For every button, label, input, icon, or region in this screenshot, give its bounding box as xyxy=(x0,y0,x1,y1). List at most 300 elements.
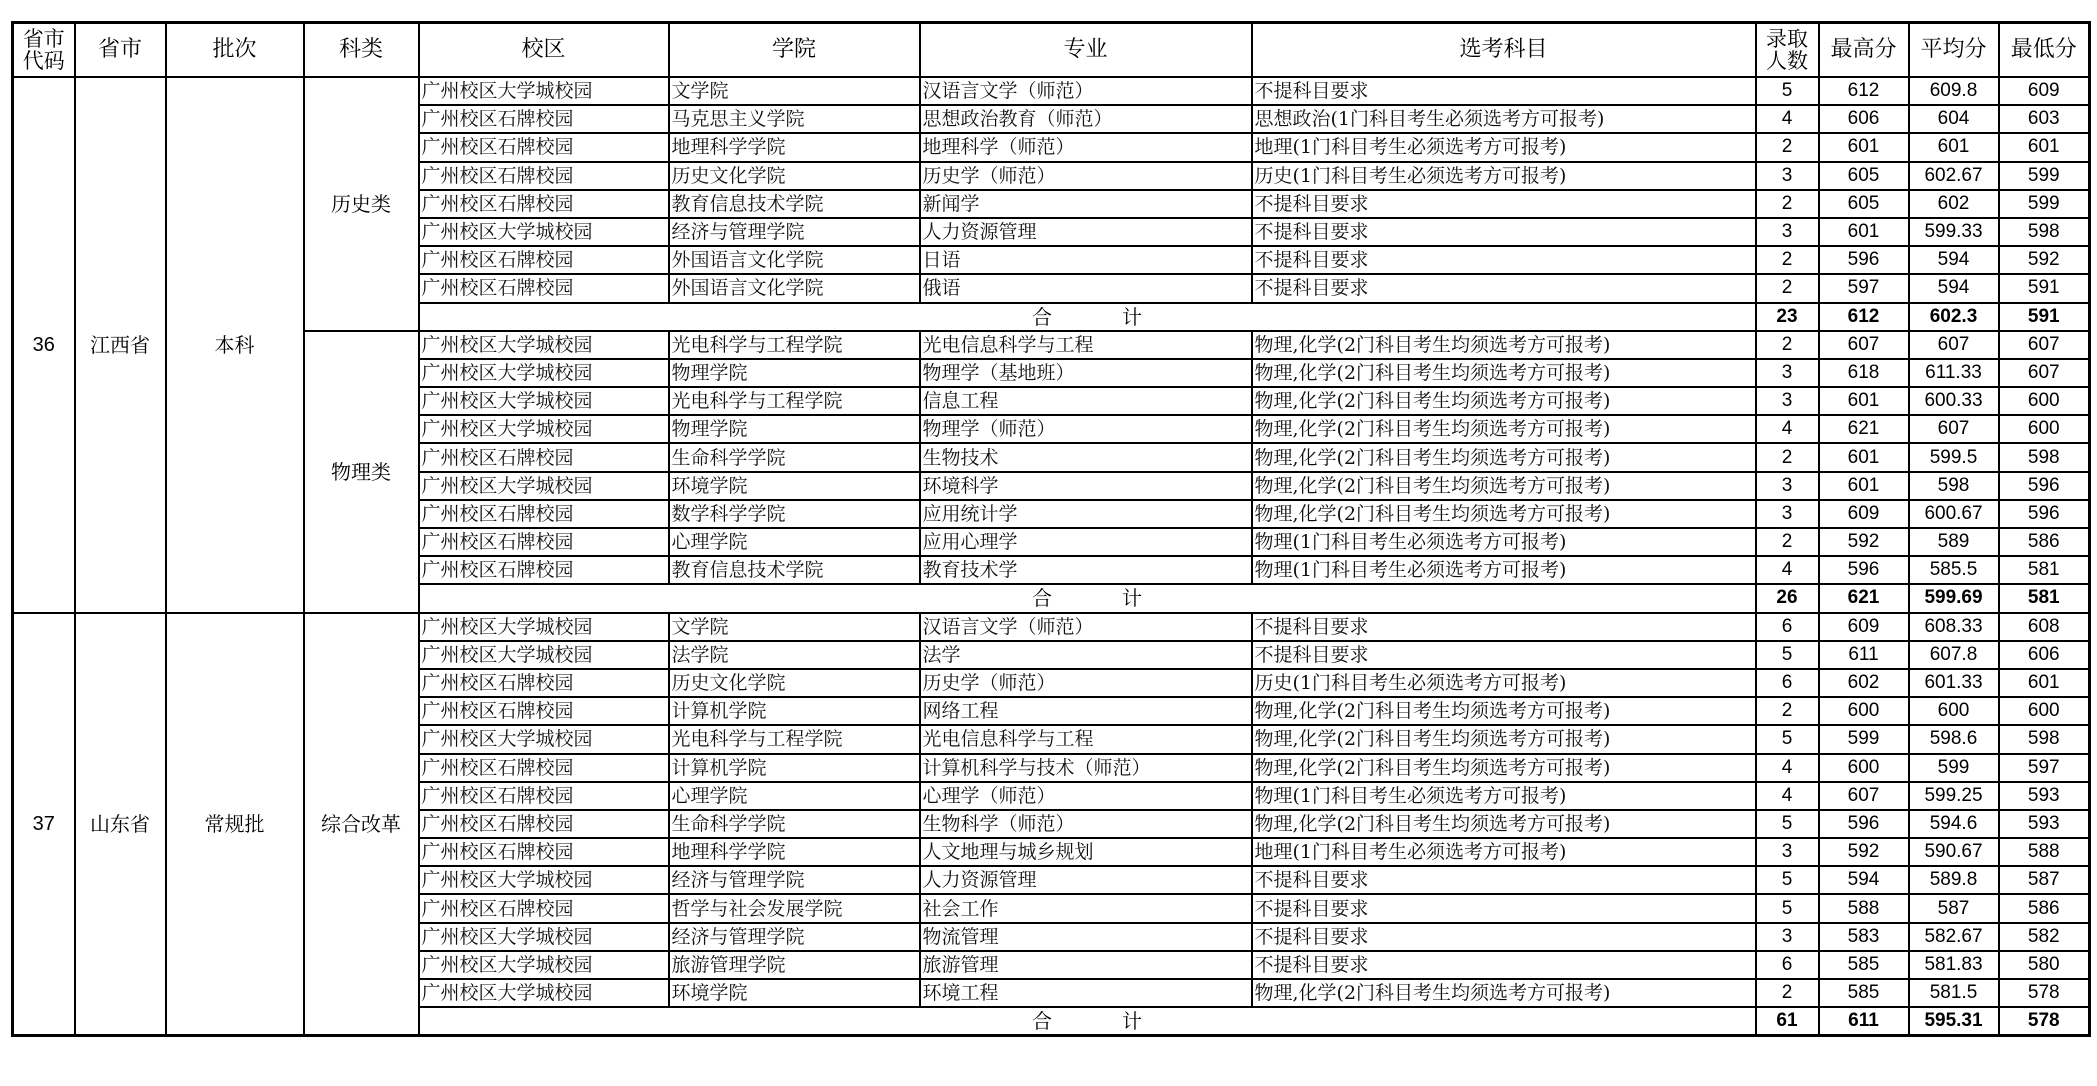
campus-cell: 广州校区石牌校园 xyxy=(419,669,669,697)
avg-score-cell: 598.6 xyxy=(1909,725,1999,753)
avg-score-cell: 582.67 xyxy=(1909,923,1999,951)
subjects-cell: 物理,化学(2门科目考生均须选考方可报考) xyxy=(1252,387,1756,415)
header-college: 学院 xyxy=(669,23,920,78)
campus-cell: 广州校区大学城校园 xyxy=(419,359,669,387)
total-min-score: 578 xyxy=(1999,1007,2090,1035)
avg-score-cell: 602 xyxy=(1909,190,1999,218)
major-cell: 光电信息科学与工程 xyxy=(920,331,1252,359)
avg-score-cell: 601.33 xyxy=(1909,669,1999,697)
major-cell: 人力资源管理 xyxy=(920,218,1252,246)
college-cell: 生命科学学院 xyxy=(669,810,920,838)
major-cell: 新闻学 xyxy=(920,190,1252,218)
min-score-cell: 592 xyxy=(1999,246,2090,274)
campus-cell: 广州校区大学城校园 xyxy=(419,218,669,246)
avg-score-cell: 607 xyxy=(1909,415,1999,443)
max-score-cell: 601 xyxy=(1819,218,1909,246)
college-cell: 生命科学学院 xyxy=(669,443,920,471)
header-avg-score: 平均分 xyxy=(1909,23,1999,78)
campus-cell: 广州校区石牌校园 xyxy=(419,105,669,133)
campus-cell: 广州校区石牌校园 xyxy=(419,810,669,838)
total-label-left: 合 xyxy=(1032,304,1052,329)
college-cell: 马克思主义学院 xyxy=(669,105,920,133)
min-score-cell: 600 xyxy=(1999,415,2090,443)
campus-cell: 广州校区大学城校园 xyxy=(419,951,669,979)
major-cell: 环境工程 xyxy=(920,979,1252,1007)
admitted-count-cell: 3 xyxy=(1756,359,1819,387)
max-score-cell: 585 xyxy=(1819,979,1909,1007)
subjects-cell: 不提科目要求 xyxy=(1252,613,1756,641)
table-row xyxy=(13,77,2090,105)
total-label-left: 合 xyxy=(1032,1009,1052,1034)
admitted-count-cell: 2 xyxy=(1756,979,1819,1007)
subjects-cell: 不提科目要求 xyxy=(1252,894,1756,922)
campus-cell: 广州校区石牌校园 xyxy=(419,894,669,922)
subjects-cell: 不提科目要求 xyxy=(1252,190,1756,218)
college-cell: 外国语言文化学院 xyxy=(669,274,920,302)
province-code: 36 xyxy=(13,77,75,613)
college-cell: 旅游管理学院 xyxy=(669,951,920,979)
min-score-cell: 593 xyxy=(1999,810,2090,838)
college-cell: 法学院 xyxy=(669,641,920,669)
major-cell: 物理学（基地班） xyxy=(920,359,1252,387)
avg-score-cell: 581.83 xyxy=(1909,951,1999,979)
header-campus: 校区 xyxy=(419,23,669,78)
subjects-cell: 物理,化学(2门科目考生均须选考方可报考) xyxy=(1252,359,1756,387)
min-score-cell: 603 xyxy=(1999,105,2090,133)
admitted-count-cell: 2 xyxy=(1756,246,1819,274)
admitted-count-cell: 5 xyxy=(1756,810,1819,838)
max-score-cell: 605 xyxy=(1819,162,1909,190)
min-score-cell: 587 xyxy=(1999,866,2090,894)
major-cell: 环境科学 xyxy=(920,472,1252,500)
subjects-cell: 物理(1门科目考生必须选考方可报考) xyxy=(1252,528,1756,556)
major-cell: 物流管理 xyxy=(920,923,1252,951)
campus-cell: 广州校区石牌校园 xyxy=(419,133,669,161)
admitted-count-cell: 2 xyxy=(1756,133,1819,161)
min-score-cell: 593 xyxy=(1999,782,2090,810)
college-cell: 教育信息技术学院 xyxy=(669,556,920,584)
campus-cell: 广州校区大学城校园 xyxy=(419,725,669,753)
subjects-cell: 物理,化学(2门科目考生均须选考方可报考) xyxy=(1252,810,1756,838)
admitted-count-cell: 2 xyxy=(1756,528,1819,556)
max-score-cell: 592 xyxy=(1819,838,1909,866)
subjects-cell: 地理(1门科目考生必须选考方可报考) xyxy=(1252,838,1756,866)
subjects-cell: 物理,化学(2门科目考生均须选考方可报考) xyxy=(1252,443,1756,471)
avg-score-cell: 599 xyxy=(1909,754,1999,782)
college-cell: 历史文化学院 xyxy=(669,669,920,697)
campus-cell: 广州校区大学城校园 xyxy=(419,77,669,105)
total-label-right: 计 xyxy=(1122,304,1142,329)
major-cell: 地理科学（师范） xyxy=(920,133,1252,161)
max-score-cell: 601 xyxy=(1819,133,1909,161)
header-subjects: 选考科目 xyxy=(1252,23,1756,78)
admitted-count-cell: 3 xyxy=(1756,500,1819,528)
avg-score-cell: 600.33 xyxy=(1909,387,1999,415)
header-admitted xyxy=(1756,23,1819,78)
min-score-cell: 591 xyxy=(1999,274,2090,302)
major-cell: 俄语 xyxy=(920,274,1252,302)
max-score-cell: 596 xyxy=(1819,810,1909,838)
college-cell: 文学院 xyxy=(669,77,920,105)
header-max-score: 最高分 xyxy=(1819,23,1909,78)
campus-cell: 广州校区石牌校园 xyxy=(419,556,669,584)
max-score-cell: 618 xyxy=(1819,359,1909,387)
max-score-cell: 609 xyxy=(1819,613,1909,641)
major-cell: 法学 xyxy=(920,641,1252,669)
college-cell: 环境学院 xyxy=(669,979,920,1007)
admitted-count-cell: 5 xyxy=(1756,725,1819,753)
subjects-cell: 不提科目要求 xyxy=(1252,218,1756,246)
campus-cell: 广州校区大学城校园 xyxy=(419,613,669,641)
subjects-cell: 物理,化学(2门科目考生均须选考方可报考) xyxy=(1252,754,1756,782)
total-label xyxy=(419,303,1756,331)
min-score-cell: 601 xyxy=(1999,669,2090,697)
admitted-count-cell: 3 xyxy=(1756,387,1819,415)
max-score-cell: 592 xyxy=(1819,528,1909,556)
avg-score-cell: 590.67 xyxy=(1909,838,1999,866)
avg-score-cell: 604 xyxy=(1909,105,1999,133)
header-min-score: 最低分 xyxy=(1999,23,2090,78)
total-max-score: 611 xyxy=(1819,1007,1909,1035)
subjects-cell: 不提科目要求 xyxy=(1252,246,1756,274)
min-score-cell: 607 xyxy=(1999,359,2090,387)
admitted-count-cell: 2 xyxy=(1756,697,1819,725)
subjects-cell: 不提科目要求 xyxy=(1252,866,1756,894)
subjects-cell: 不提科目要求 xyxy=(1252,923,1756,951)
header-province: 省市 xyxy=(75,23,166,78)
batch: 本科 xyxy=(166,77,304,613)
college-cell: 地理科学学院 xyxy=(669,133,920,161)
campus-cell: 广州校区石牌校园 xyxy=(419,274,669,302)
admitted-count-cell: 4 xyxy=(1756,415,1819,443)
subjects-cell: 物理(1门科目考生必须选考方可报考) xyxy=(1252,782,1756,810)
campus-cell: 广州校区石牌校园 xyxy=(419,528,669,556)
min-score-cell: 601 xyxy=(1999,133,2090,161)
province-name: 山东省 xyxy=(75,613,166,1036)
max-score-cell: 583 xyxy=(1819,923,1909,951)
subjects-cell: 物理,化学(2门科目考生均须选考方可报考) xyxy=(1252,331,1756,359)
subjects-cell: 不提科目要求 xyxy=(1252,641,1756,669)
admitted-count-cell: 3 xyxy=(1756,838,1819,866)
max-score-cell: 599 xyxy=(1819,725,1909,753)
subjects-cell: 物理,化学(2门科目考生均须选考方可报考) xyxy=(1252,697,1756,725)
admitted-count-cell: 6 xyxy=(1756,669,1819,697)
admitted-count-cell: 3 xyxy=(1756,162,1819,190)
total-min-score: 591 xyxy=(1999,303,2090,331)
min-score-cell: 597 xyxy=(1999,754,2090,782)
college-cell: 物理学院 xyxy=(669,415,920,443)
avg-score-cell: 594 xyxy=(1909,274,1999,302)
campus-cell: 广州校区大学城校园 xyxy=(419,331,669,359)
college-cell: 计算机学院 xyxy=(669,697,920,725)
avg-score-cell: 600 xyxy=(1909,697,1999,725)
major-cell: 生物科学（师范） xyxy=(920,810,1252,838)
subjects-cell: 物理,化学(2门科目考生均须选考方可报考) xyxy=(1252,725,1756,753)
subject-category: 综合改革 xyxy=(304,613,419,1036)
header-province-code xyxy=(13,23,75,78)
major-cell: 物理学（师范） xyxy=(920,415,1252,443)
college-cell: 经济与管理学院 xyxy=(669,218,920,246)
admitted-count-cell: 5 xyxy=(1756,866,1819,894)
college-cell: 经济与管理学院 xyxy=(669,866,920,894)
subjects-cell: 不提科目要求 xyxy=(1252,951,1756,979)
major-cell: 心理学（师范） xyxy=(920,782,1252,810)
campus-cell: 广州校区石牌校园 xyxy=(419,190,669,218)
max-score-cell: 600 xyxy=(1819,754,1909,782)
max-score-cell: 612 xyxy=(1819,77,1909,105)
admitted-count-cell: 5 xyxy=(1756,77,1819,105)
max-score-cell: 596 xyxy=(1819,246,1909,274)
major-cell: 信息工程 xyxy=(920,387,1252,415)
max-score-cell: 607 xyxy=(1819,331,1909,359)
avg-score-cell: 602.67 xyxy=(1909,162,1999,190)
major-cell: 光电信息科学与工程 xyxy=(920,725,1252,753)
college-cell: 光电科学与工程学院 xyxy=(669,725,920,753)
max-score-cell: 606 xyxy=(1819,105,1909,133)
subjects-cell: 不提科目要求 xyxy=(1252,274,1756,302)
admitted-count-cell: 4 xyxy=(1756,754,1819,782)
major-cell: 生物技术 xyxy=(920,443,1252,471)
admitted-count-cell: 2 xyxy=(1756,274,1819,302)
major-cell: 教育技术学 xyxy=(920,556,1252,584)
college-cell: 经济与管理学院 xyxy=(669,923,920,951)
campus-cell: 广州校区石牌校园 xyxy=(419,162,669,190)
table-body xyxy=(13,77,2090,1035)
min-score-cell: 581 xyxy=(1999,556,2090,584)
avg-score-cell: 594 xyxy=(1909,246,1999,274)
header-major: 专业 xyxy=(920,23,1252,78)
major-cell: 旅游管理 xyxy=(920,951,1252,979)
avg-score-cell: 607 xyxy=(1909,331,1999,359)
avg-score-cell: 589.8 xyxy=(1909,866,1999,894)
admission-score-table xyxy=(11,21,2091,1037)
college-cell: 计算机学院 xyxy=(669,754,920,782)
total-label-left: 合 xyxy=(1032,586,1052,611)
major-cell: 人力资源管理 xyxy=(920,866,1252,894)
campus-cell: 广州校区大学城校园 xyxy=(419,866,669,894)
campus-cell: 广州校区石牌校园 xyxy=(419,500,669,528)
min-score-cell: 598 xyxy=(1999,725,2090,753)
min-score-cell: 599 xyxy=(1999,190,2090,218)
min-score-cell: 606 xyxy=(1999,641,2090,669)
subjects-cell: 物理,化学(2门科目考生均须选考方可报考) xyxy=(1252,415,1756,443)
max-score-cell: 609 xyxy=(1819,500,1909,528)
college-cell: 数学科学学院 xyxy=(669,500,920,528)
college-cell: 地理科学学院 xyxy=(669,838,920,866)
header-row xyxy=(13,23,2090,78)
major-cell: 社会工作 xyxy=(920,894,1252,922)
college-cell: 历史文化学院 xyxy=(669,162,920,190)
admitted-count-cell: 2 xyxy=(1756,190,1819,218)
campus-cell: 广州校区石牌校园 xyxy=(419,246,669,274)
min-score-cell: 609 xyxy=(1999,77,2090,105)
min-score-cell: 580 xyxy=(1999,951,2090,979)
max-score-cell: 596 xyxy=(1819,556,1909,584)
avg-score-cell: 608.33 xyxy=(1909,613,1999,641)
campus-cell: 广州校区大学城校园 xyxy=(419,979,669,1007)
min-score-cell: 598 xyxy=(1999,218,2090,246)
min-score-cell: 582 xyxy=(1999,923,2090,951)
major-cell: 汉语言文学（师范） xyxy=(920,77,1252,105)
major-cell: 思想政治教育（师范） xyxy=(920,105,1252,133)
campus-cell: 广州校区大学城校园 xyxy=(419,923,669,951)
subjects-cell: 地理(1门科目考生必须选考方可报考) xyxy=(1252,133,1756,161)
avg-score-cell: 609.8 xyxy=(1909,77,1999,105)
max-score-cell: 601 xyxy=(1819,443,1909,471)
subjects-cell: 不提科目要求 xyxy=(1252,77,1756,105)
college-cell: 外国语言文化学院 xyxy=(669,246,920,274)
avg-score-cell: 599.33 xyxy=(1909,218,1999,246)
max-score-cell: 588 xyxy=(1819,894,1909,922)
admitted-count-cell: 6 xyxy=(1756,613,1819,641)
total-max-score: 612 xyxy=(1819,303,1909,331)
total-avg-score: 599.69 xyxy=(1909,584,1999,612)
subjects-cell: 思想政治(1门科目考生必须选考方可报考) xyxy=(1252,105,1756,133)
major-cell: 汉语言文学（师范） xyxy=(920,613,1252,641)
subjects-cell: 历史(1门科目考生必须选考方可报考) xyxy=(1252,669,1756,697)
max-score-cell: 602 xyxy=(1819,669,1909,697)
min-score-cell: 598 xyxy=(1999,443,2090,471)
total-label xyxy=(419,584,1756,612)
admitted-count-cell: 3 xyxy=(1756,923,1819,951)
total-avg-score: 602.3 xyxy=(1909,303,1999,331)
table-row xyxy=(13,613,2090,641)
min-score-cell: 586 xyxy=(1999,894,2090,922)
college-cell: 教育信息技术学院 xyxy=(669,190,920,218)
max-score-cell: 600 xyxy=(1819,697,1909,725)
avg-score-cell: 600.67 xyxy=(1909,500,1999,528)
max-score-cell: 594 xyxy=(1819,866,1909,894)
avg-score-cell: 607.8 xyxy=(1909,641,1999,669)
header-admitted-line2: 人数 xyxy=(1766,49,1808,73)
admitted-count-cell: 5 xyxy=(1756,641,1819,669)
major-cell: 人文地理与城乡规划 xyxy=(920,838,1252,866)
min-score-cell: 596 xyxy=(1999,472,2090,500)
max-score-cell: 611 xyxy=(1819,641,1909,669)
campus-cell: 广州校区大学城校园 xyxy=(419,387,669,415)
batch: 常规批 xyxy=(166,613,304,1036)
college-cell: 环境学院 xyxy=(669,472,920,500)
header-category: 科类 xyxy=(304,23,419,78)
province-name: 江西省 xyxy=(75,77,166,613)
admitted-count-cell: 4 xyxy=(1756,782,1819,810)
total-admitted: 26 xyxy=(1756,584,1819,612)
admitted-count-cell: 3 xyxy=(1756,472,1819,500)
avg-score-cell: 585.5 xyxy=(1909,556,1999,584)
min-score-cell: 586 xyxy=(1999,528,2090,556)
college-cell: 文学院 xyxy=(669,613,920,641)
campus-cell: 广州校区石牌校园 xyxy=(419,838,669,866)
total-avg-score: 595.31 xyxy=(1909,1007,1999,1035)
avg-score-cell: 589 xyxy=(1909,528,1999,556)
avg-score-cell: 611.33 xyxy=(1909,359,1999,387)
header-admitted-line1: 录取 xyxy=(1766,27,1808,51)
min-score-cell: 600 xyxy=(1999,387,2090,415)
avg-score-cell: 581.5 xyxy=(1909,979,1999,1007)
total-min-score: 581 xyxy=(1999,584,2090,612)
college-cell: 心理学院 xyxy=(669,528,920,556)
total-admitted: 23 xyxy=(1756,303,1819,331)
min-score-cell: 608 xyxy=(1999,613,2090,641)
campus-cell: 广州校区大学城校园 xyxy=(419,641,669,669)
min-score-cell: 600 xyxy=(1999,697,2090,725)
max-score-cell: 605 xyxy=(1819,190,1909,218)
max-score-cell: 621 xyxy=(1819,415,1909,443)
campus-cell: 广州校区石牌校园 xyxy=(419,782,669,810)
min-score-cell: 578 xyxy=(1999,979,2090,1007)
campus-cell: 广州校区大学城校园 xyxy=(419,472,669,500)
major-cell: 应用统计学 xyxy=(920,500,1252,528)
max-score-cell: 585 xyxy=(1819,951,1909,979)
max-score-cell: 597 xyxy=(1819,274,1909,302)
subjects-cell: 物理(1门科目考生必须选考方可报考) xyxy=(1252,556,1756,584)
total-admitted: 61 xyxy=(1756,1007,1819,1035)
subjects-cell: 物理,化学(2门科目考生均须选考方可报考) xyxy=(1252,500,1756,528)
campus-cell: 广州校区大学城校园 xyxy=(419,415,669,443)
campus-cell: 广州校区石牌校园 xyxy=(419,697,669,725)
total-max-score: 621 xyxy=(1819,584,1909,612)
college-cell: 哲学与社会发展学院 xyxy=(669,894,920,922)
major-cell: 应用心理学 xyxy=(920,528,1252,556)
major-cell: 网络工程 xyxy=(920,697,1252,725)
total-label-right: 计 xyxy=(1122,1009,1142,1034)
admitted-count-cell: 4 xyxy=(1756,556,1819,584)
max-score-cell: 601 xyxy=(1819,472,1909,500)
avg-score-cell: 594.6 xyxy=(1909,810,1999,838)
major-cell: 历史学（师范） xyxy=(920,162,1252,190)
subject-category: 历史类 xyxy=(304,77,419,331)
max-score-cell: 607 xyxy=(1819,782,1909,810)
admitted-count-cell: 4 xyxy=(1756,105,1819,133)
subjects-cell: 物理,化学(2门科目考生均须选考方可报考) xyxy=(1252,979,1756,1007)
avg-score-cell: 599.25 xyxy=(1909,782,1999,810)
admitted-count-cell: 2 xyxy=(1756,443,1819,471)
major-cell: 历史学（师范） xyxy=(920,669,1252,697)
avg-score-cell: 599.5 xyxy=(1909,443,1999,471)
avg-score-cell: 601 xyxy=(1909,133,1999,161)
avg-score-cell: 587 xyxy=(1909,894,1999,922)
college-cell: 物理学院 xyxy=(669,359,920,387)
campus-cell: 广州校区石牌校园 xyxy=(419,754,669,782)
total-label-right: 计 xyxy=(1122,586,1142,611)
major-cell: 日语 xyxy=(920,246,1252,274)
min-score-cell: 599 xyxy=(1999,162,2090,190)
subjects-cell: 历史(1门科目考生必须选考方可报考) xyxy=(1252,162,1756,190)
college-cell: 光电科学与工程学院 xyxy=(669,331,920,359)
header-code-line2: 代码 xyxy=(22,49,65,73)
admitted-count-cell: 5 xyxy=(1756,894,1819,922)
min-score-cell: 607 xyxy=(1999,331,2090,359)
province-code: 37 xyxy=(13,613,75,1036)
header-batch: 批次 xyxy=(166,23,304,78)
admitted-count-cell: 6 xyxy=(1756,951,1819,979)
admitted-count-cell: 3 xyxy=(1756,218,1819,246)
min-score-cell: 596 xyxy=(1999,500,2090,528)
total-label xyxy=(419,1007,1756,1035)
min-score-cell: 588 xyxy=(1999,838,2090,866)
table-row xyxy=(13,331,2090,359)
subject-category: 物理类 xyxy=(304,331,419,613)
campus-cell: 广州校区石牌校园 xyxy=(419,443,669,471)
max-score-cell: 601 xyxy=(1819,387,1909,415)
avg-score-cell: 598 xyxy=(1909,472,1999,500)
major-cell: 计算机科学与技术（师范） xyxy=(920,754,1252,782)
college-cell: 光电科学与工程学院 xyxy=(669,387,920,415)
college-cell: 心理学院 xyxy=(669,782,920,810)
subjects-cell: 物理,化学(2门科目考生均须选考方可报考) xyxy=(1252,472,1756,500)
admitted-count-cell: 2 xyxy=(1756,331,1819,359)
header-code-line1: 省市 xyxy=(22,27,65,51)
